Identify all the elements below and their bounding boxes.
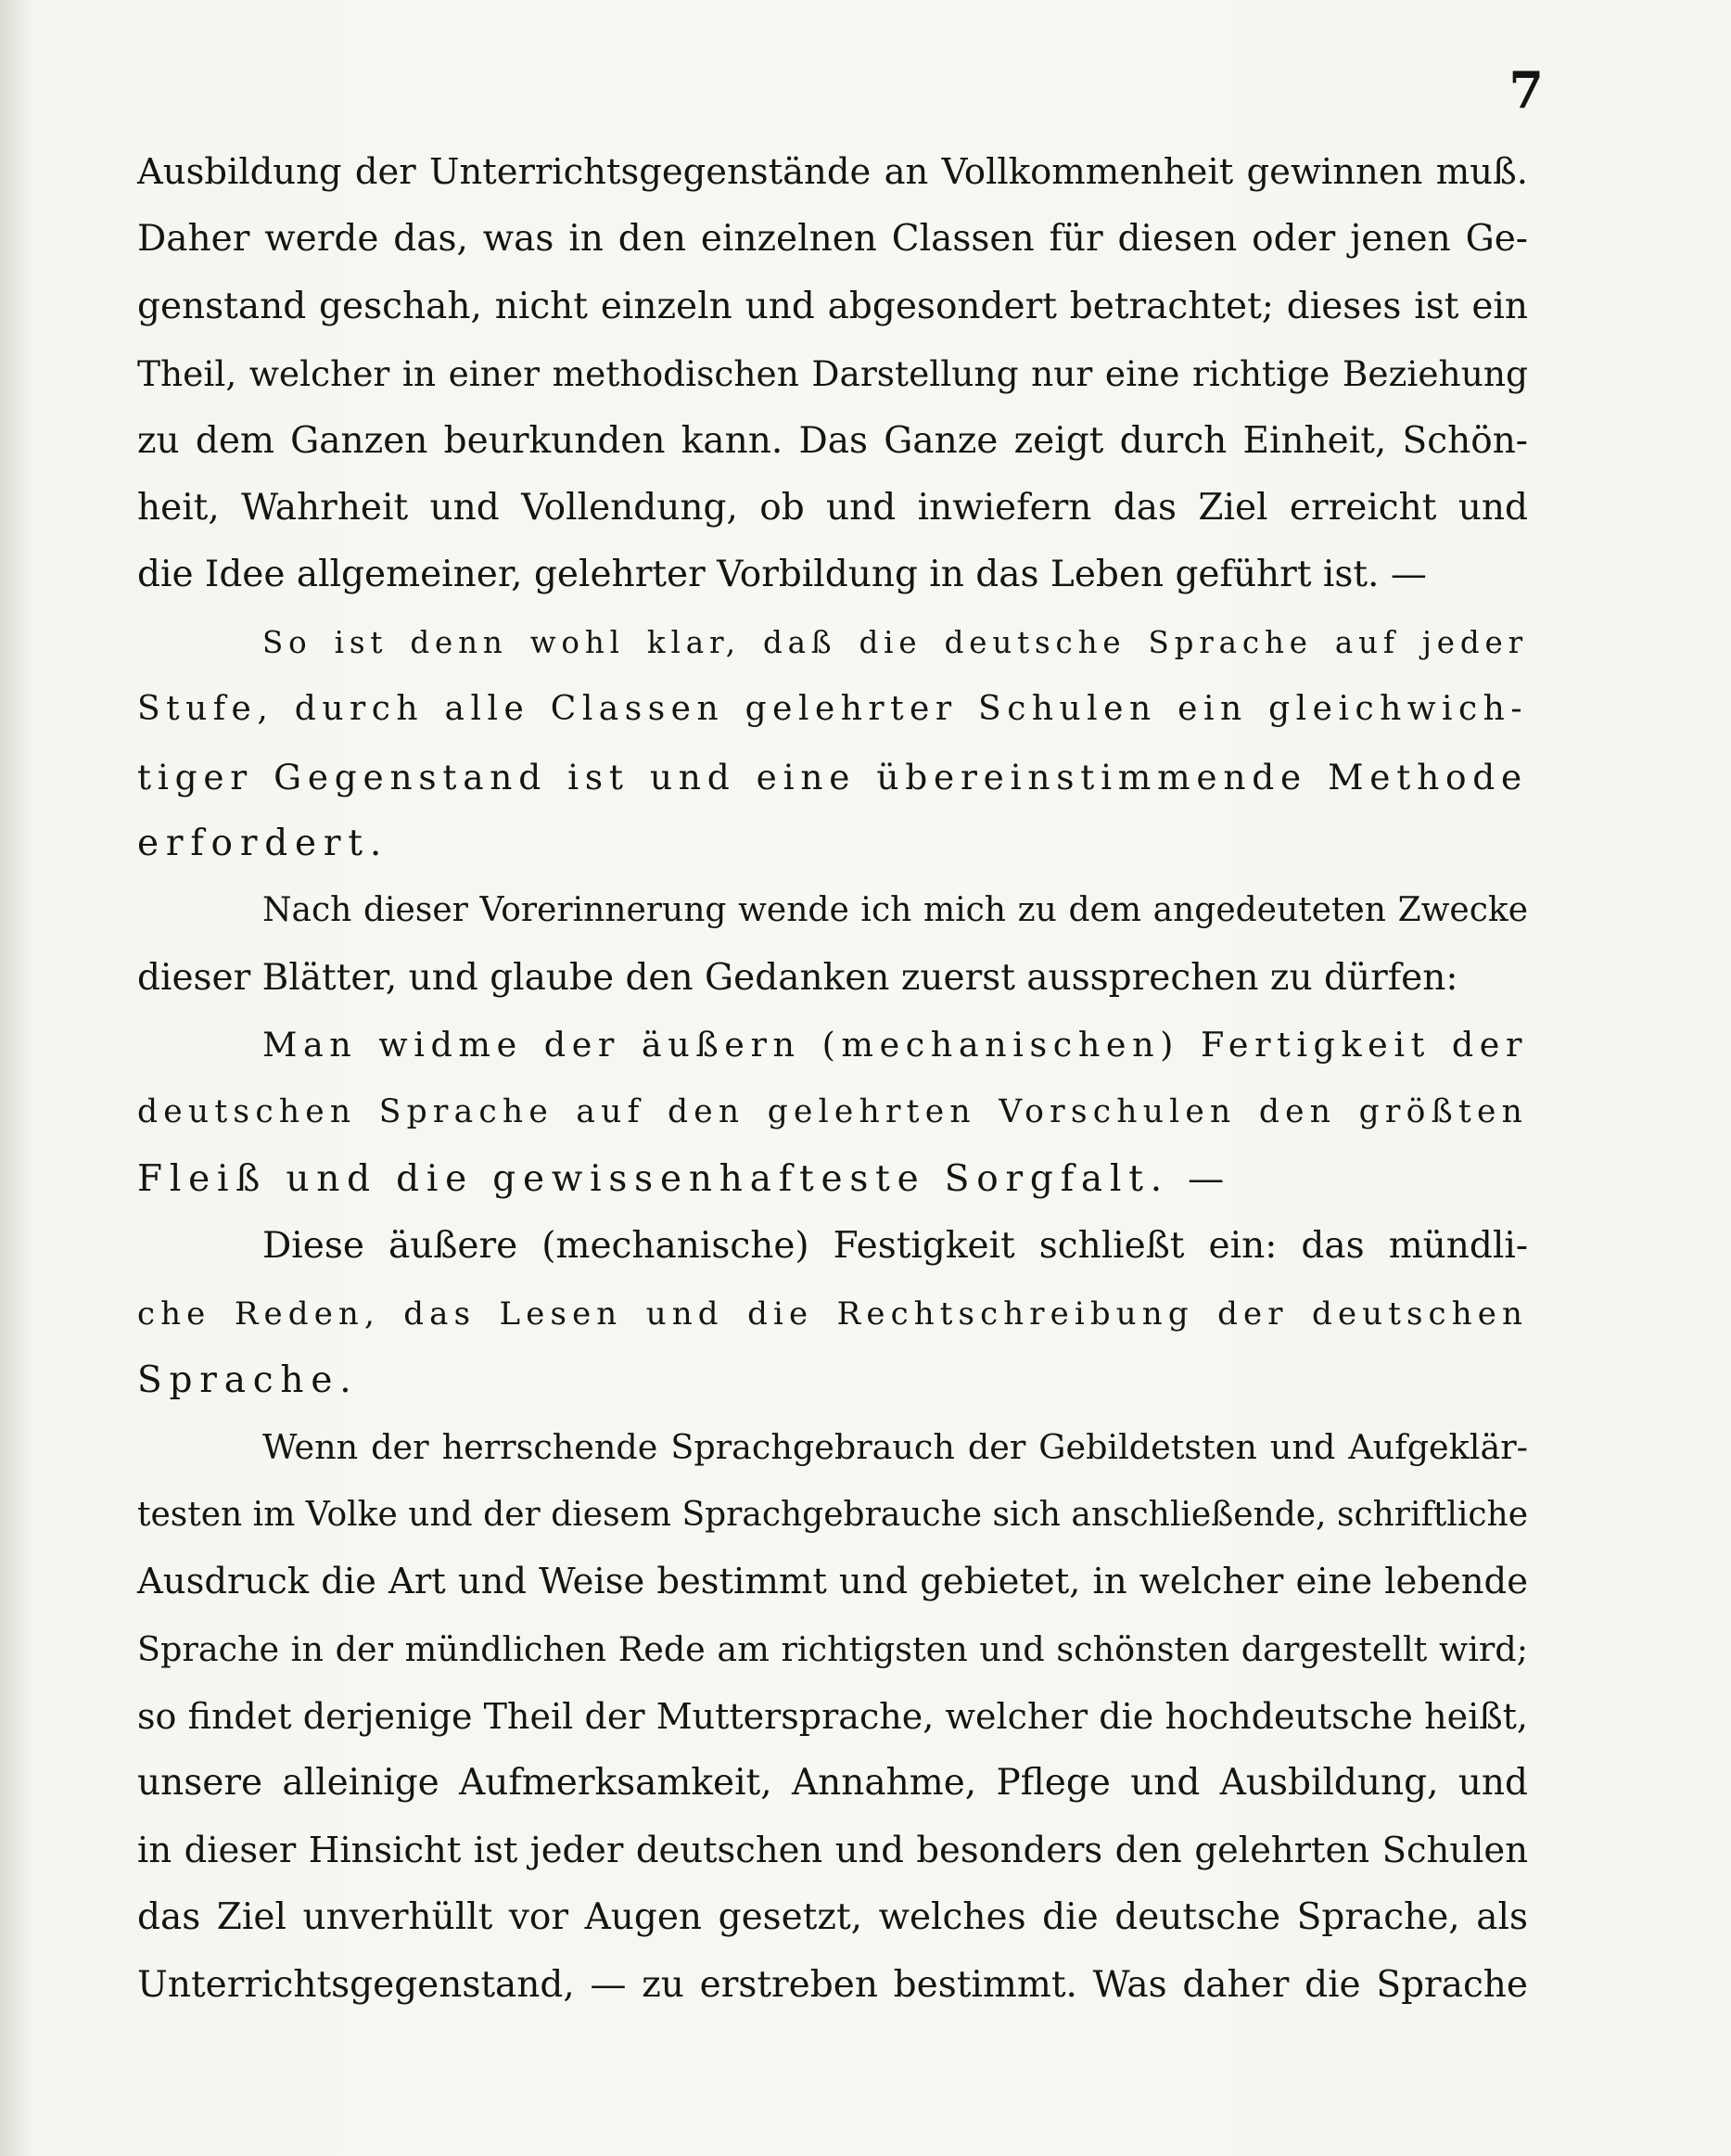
text-line: Wenn der herrschende Sprachgebrauch der Gebildetsten und Aufgeklär- [262, 1427, 1528, 1468]
emphasized-text-line: Stufe, durch alle Classen gelehrter Schulen ein gleichwich- [137, 690, 1528, 729]
text-line: Theil, welcher in einer methodischen Darstellung nur eine richtige Beziehung [137, 353, 1528, 395]
text-line: Ausdruck die Art und Weise bestimmt und gebietet, in welcher eine lebende [137, 1561, 1528, 1603]
emphasized-text-line: deutschen Sprache auf den gelehrten Vorschulen den größten [137, 1093, 1528, 1131]
text-line: Daher werde das, was in den einzelnen Classen für diesen oder jenen Ge- [137, 218, 1528, 261]
page-gutter-shadow [0, 0, 32, 2156]
emphasized-text-line: Fleiß und die gewissenhafteste Sorgfalt. — [137, 1157, 1231, 1200]
text-line: Nach dieser Vorerinnerung wende ich mich zu dem angedeuteten Zwecke [262, 891, 1528, 930]
emphasized-text-line: erfordert. [137, 822, 389, 864]
page-number: 7 [1508, 60, 1544, 120]
text-line: Diese äußere (mechanische) Festigkeit schließt ein: das mündli- [262, 1225, 1528, 1268]
emphasized-text-line: tiger Gegenstand ist und eine übereinstimmende Methode [137, 756, 1528, 797]
text-line: in dieser Hinsicht ist jeder deutschen und besonders den gelehrten Schulen [137, 1829, 1528, 1871]
text-line: testen im Volke und der diesem Sprachgebrauche sich anschließende, schriftliche [137, 1495, 1528, 1534]
text-line: so findet derjenige Theil der Muttersprache, welcher die hochdeutsche heißt, [137, 1695, 1528, 1737]
text-line: dieser Blätter, und glaube den Gedanken zuerst aussprechen zu dürfen: [137, 956, 1458, 999]
text-line: genstand geschah, nicht einzeln und abgesondert betrachtet; dieses ist ein [137, 285, 1528, 327]
text-line: zu dem Ganzen beurkunden kann. Das Ganze zeigt durch Einheit, Schön- [137, 419, 1528, 462]
emphasized-text-line: che Reden, das Lesen und die Rechtschreibung der deutschen [137, 1295, 1528, 1333]
emphasized-text-line: Sprache. [137, 1359, 359, 1402]
text-line: heit, Wahrheit und Vollendung, ob und inwiefern das Ziel erreicht und [137, 486, 1528, 529]
emphasized-text-line: So ist denn wohl klar, daß die deutsche Sprache auf jeder [262, 624, 1528, 660]
text-line: unsere alleinige Aufmerksamkeit, Annahme, Pflege und Ausbildung, und [137, 1762, 1528, 1805]
text-line: Sprache in der mündlichen Rede am richtigsten und schönsten dargestellt wird; [137, 1628, 1528, 1669]
text-line: die Idee allgemeiner, gelehrter Vorbildung in das Leben geführt ist. — [137, 554, 1427, 596]
text-line: das Ziel unverhüllt vor Augen gesetzt, welches die deutsche Sprache, als [137, 1896, 1528, 1939]
body-text [137, 139, 1528, 2019]
emphasized-text-line: Man widme der äußern (mechanischen) Fertigkeit der [262, 1025, 1528, 1065]
text-line: Ausbildung der Unterrichtsgegenstände an Vollkommenheit gewinnen muß. [137, 151, 1528, 193]
text-line: Unterrichtsgegenstand, — zu erstreben bestimmt. Was daher die Sprache [137, 1963, 1528, 2006]
